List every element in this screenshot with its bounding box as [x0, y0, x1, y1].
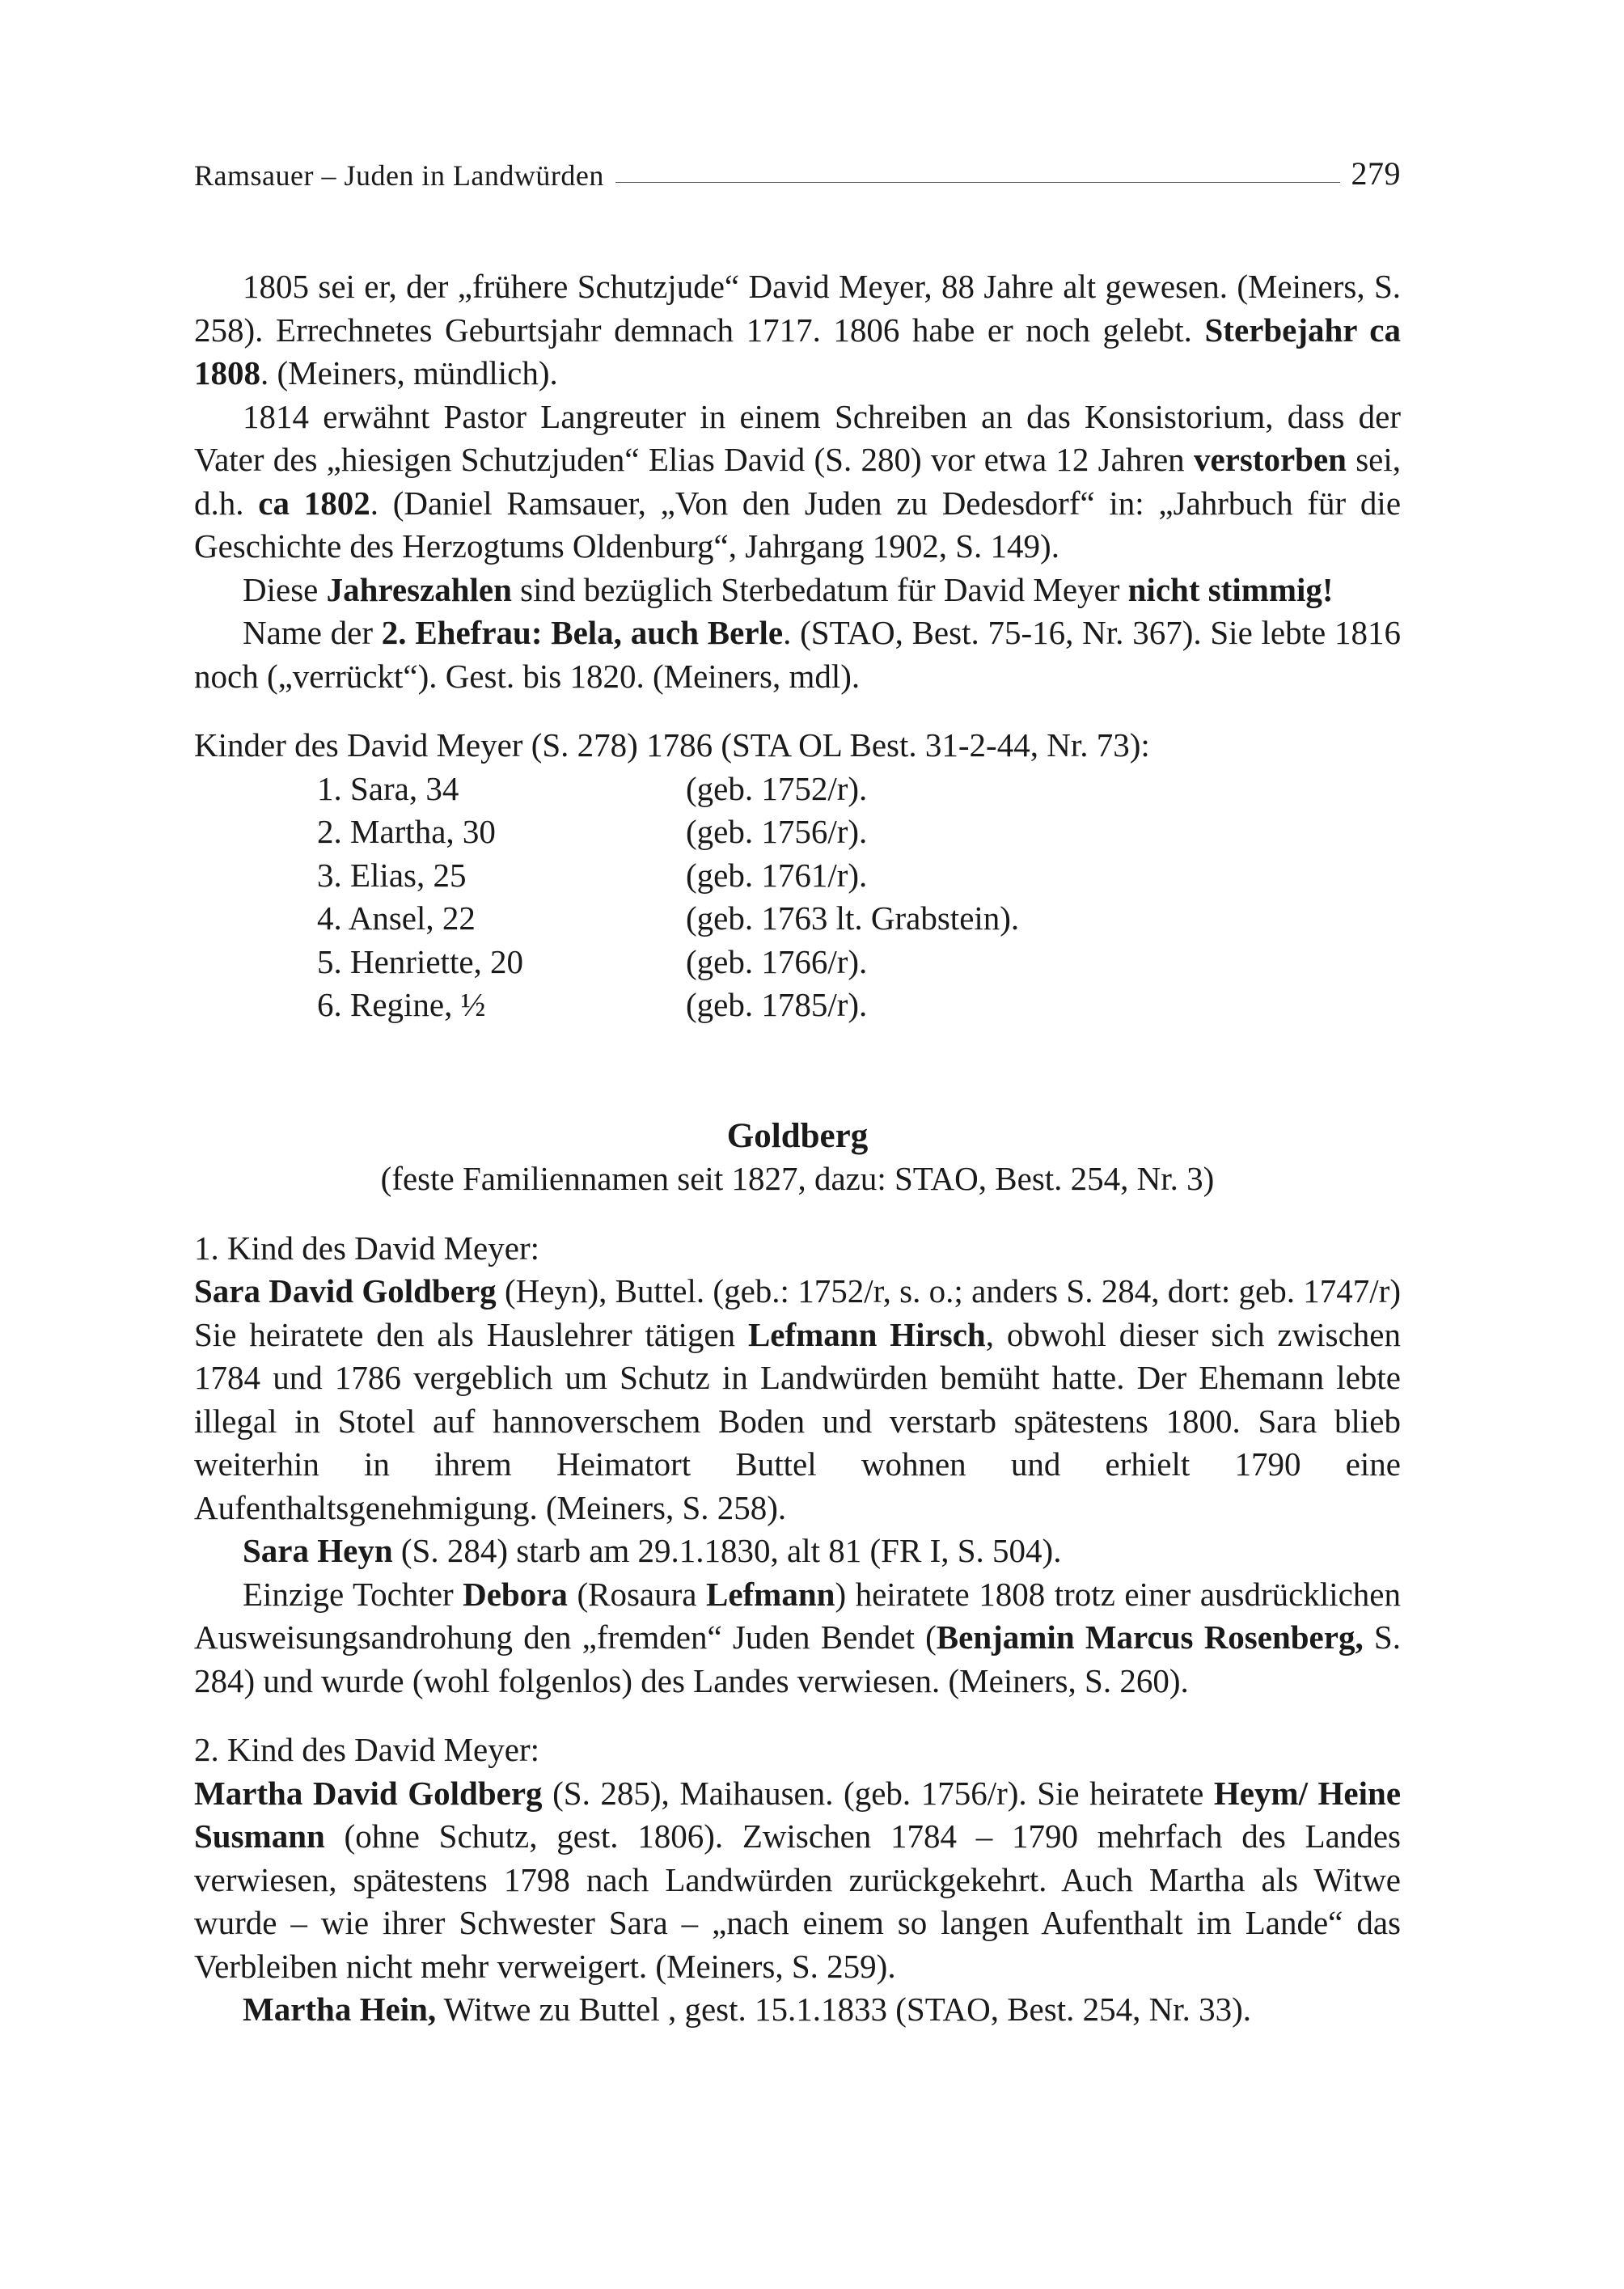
- child-birth: (geb. 1756/r).: [686, 813, 868, 850]
- child-birth: (geb. 1785/r).: [686, 986, 868, 1023]
- child-name: 3. Elias, 25: [317, 856, 467, 894]
- child-name: 4. Ansel, 22: [317, 899, 476, 937]
- kid2-label: 2. Kind des David Meyer:: [194, 1731, 539, 1768]
- running-header: [194, 152, 1401, 193]
- paragraph-martha-goldberg: Martha David Goldberg (S. 285), Maihausen. (geb. 1756/r). Sie heiratete Heym/ Heine Susmann (ohne Schutz, gest. 1806). Zwischen 1784 – 1790 mehrfach des Landes verwiesen, spätestens 1798 nach Landwürden zurückgekehrt. Auch Martha als Witwe wurde – wie ihrer Schwester Sara – „nach einem so langen Aufenthalt im Lande“ das Verbleiben nicht mehr verweigert. (Meiners, S. 259).: [194, 1774, 1402, 1985]
- kid1-label: 1. Kind des David Meyer:: [194, 1229, 539, 1267]
- spacer: [194, 698, 1401, 724]
- child-name: 2. Martha, 30: [317, 813, 496, 850]
- list-item: [194, 897, 1401, 941]
- spacer: [194, 1703, 1401, 1728]
- paragraph-second-wife: Name der 2. Ehefrau: Bela, auch Berle. (STAO, Best. 75-16, Nr. 367). Sie lebte 1816 noch („verrückt“). Gest. bis 1820. (Meiners, mdl).: [194, 614, 1401, 695]
- spacer: [194, 1201, 1401, 1227]
- child-birth: (geb. 1761/r).: [686, 856, 868, 894]
- section-heading: Goldberg: [726, 1116, 869, 1155]
- child-name: 1. Sara, 34: [317, 769, 459, 807]
- paragraph-death-year-1802: 1814 erwähnt Pastor Langreuter in einem Schreiben an das Konsistorium, dass der Vater des „hiesigen Schutzjuden“ Elias David (S. 280) vor etwa 12 Jahren verstorben sei, d.h. ca 1802. (Daniel Ramsauer, „Von den Juden zu Dedesdorf“ in: „Jahrbuch für die Geschichte des Herzogtums Oldenburg“, Jahrgang 1902, S. 149).: [194, 397, 1402, 565]
- child-birth: (geb. 1766/r).: [686, 942, 868, 980]
- paragraph-sara-goldberg: Sara David Goldberg (Heyn), Buttel. (geb.: 1752/r, s. o.; anders S. 284, dort: geb. 1747/r) Sie heiratete den als Hauslehrer tätigen Lefmann Hirsch, obwohl dieser sich zwischen 1784 und 1786 vergeblich um Schutz in Landwürden bemüht hatte. Der Ehemann lebte illegal in Stotel auf hannoverschem Boden und verstarb spätestens 1800. Sara blieb weiterhin in ihrem Heimatort Buttel wohnen und erhielt 1790 eine Aufenthaltsgenehmigung. (Meiners, S. 258).: [194, 1272, 1401, 1526]
- list-item: [194, 941, 1401, 984]
- child-name: 6. Regine, ½: [317, 986, 486, 1023]
- child-name: 5. Henriette, 20: [317, 942, 524, 980]
- page-number: 279: [1351, 155, 1401, 192]
- list-item: [194, 768, 1401, 811]
- running-title: Ramsauer – Juden in Landwürden: [194, 159, 604, 192]
- paragraph-martha-hein: Martha Hein, Witwe zu Buttel , gest. 15.1.1833 (STAO, Best. 254, Nr. 33).: [243, 1991, 1251, 2028]
- section-subtitle: (feste Familiennamen seit 1827, dazu: STAO, Best. 254, Nr. 3): [380, 1160, 1215, 1197]
- children-intro: Kinder des David Meyer (S. 278) 1786 (STA OL Best. 31-2-44, Nr. 73):: [194, 726, 1150, 764]
- header-rule: [615, 182, 1340, 183]
- children-list: [194, 768, 1401, 1027]
- page-body: [194, 265, 1401, 2032]
- paragraph-sara-heyn: Sara Heyn (S. 284) starb am 29.1.1830, alt 81 (FR I, S. 504).: [243, 1532, 1062, 1569]
- list-item: [194, 810, 1401, 854]
- list-item: [194, 984, 1401, 1027]
- paragraph-debora: Einzige Tochter Debora (Rosaura Lefmann) heiratete 1808 trotz einer ausdrücklichen Ausweisungsandrohung den „fremden“ Juden Bendet (Benjamin Marcus Rosenberg, S. 284) und wurde (wohl folgenlos) des Landes verwiesen. (Meiners, S. 260).: [194, 1575, 1401, 1699]
- child-birth: (geb. 1763 lt. Grabstein).: [686, 899, 1020, 937]
- paragraph-years-inconsistent: Diese Jahreszahlen sind bezüglich Sterbedatum für David Meyer nicht stimmig!: [243, 570, 1334, 608]
- child-birth: (geb. 1752/r).: [686, 769, 868, 807]
- spacer: [194, 1027, 1401, 1115]
- list-item: [194, 854, 1401, 898]
- paragraph-death-year-1808: 1805 sei er, der „frühere Schutzjude“ David Meyer, 88 Jahre alt gewesen. (Meiners, S. 258). Errechnetes Geburtsjahr demnach 1717. 1806 habe er noch gelebt. Sterbejahr ca 1808. (Meiners, mündlich).: [194, 268, 1401, 391]
